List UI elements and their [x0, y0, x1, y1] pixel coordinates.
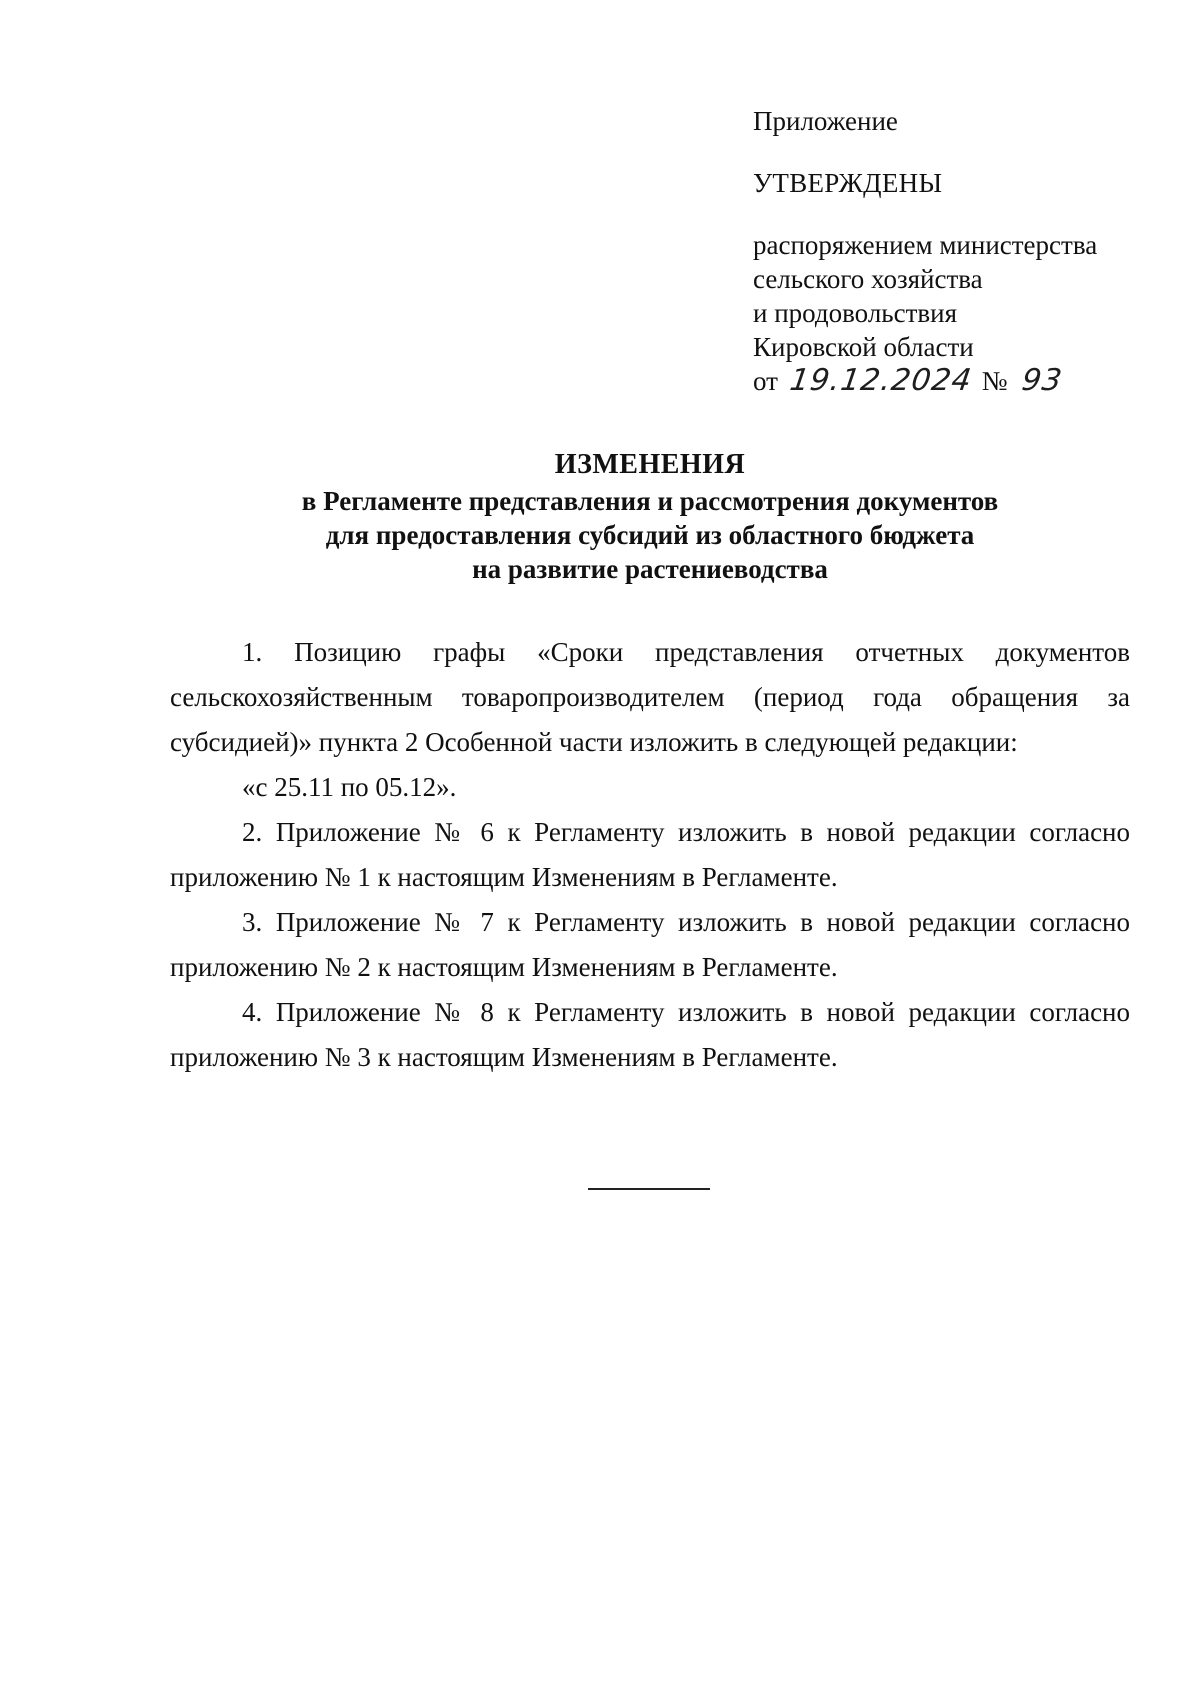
- approved-label: УТВЕРЖДЕНЫ: [753, 168, 943, 198]
- order-line: и продовольствия: [753, 298, 958, 328]
- order-line: распоряжением министерства: [753, 230, 1098, 260]
- title-line: для предоставления субсидий из областного бюджета: [325, 520, 975, 550]
- document-title: [160, 448, 1140, 586]
- handwritten-date: 19.12.2024: [787, 363, 975, 398]
- title-main: ИЗМЕНЕНИЯ: [554, 449, 746, 480]
- body-paragraph-1: 1. Позицию графы «Сроки представления отчетных документов сельскохозяйственным товаропроизводителем (период года обращения за субсидией)» пункта 2 Особенной части изложить в следующей редакции:: [170, 637, 1130, 757]
- appendix-label: Приложение: [753, 106, 898, 136]
- title-line: в Регламенте представления и рассмотрения документов: [301, 486, 999, 516]
- body-paragraph-quote: «с 25.11 по 05.12».: [242, 772, 457, 802]
- document-body: [170, 630, 1130, 1080]
- title-line: на развитие растениеводства: [472, 554, 828, 584]
- order-line: сельского хозяйства: [753, 264, 983, 294]
- end-divider: [588, 1188, 710, 1190]
- body-paragraph-2: 2. Приложение № 6 к Регламенту изложить в новой редакции согласно приложению № 1 к настоящим Изменениям в Регламенте.: [170, 817, 1130, 892]
- order-line: Кировской области: [753, 332, 974, 362]
- date-prefix: от: [753, 366, 778, 396]
- handwritten-number: 93: [1019, 363, 1065, 398]
- approval-header: [753, 104, 1173, 398]
- body-paragraph-4: 4. Приложение № 8 к Регламенту изложить в новой редакции согласно приложению № 3 к настоящим Изменениям в Регламенте.: [170, 997, 1130, 1072]
- body-paragraph-3: 3. Приложение № 7 к Регламенту изложить в новой редакции согласно приложению № 2 к настоящим Изменениям в Регламенте.: [170, 907, 1130, 982]
- number-sign: №: [981, 366, 1008, 396]
- order-date-line: [753, 364, 1173, 398]
